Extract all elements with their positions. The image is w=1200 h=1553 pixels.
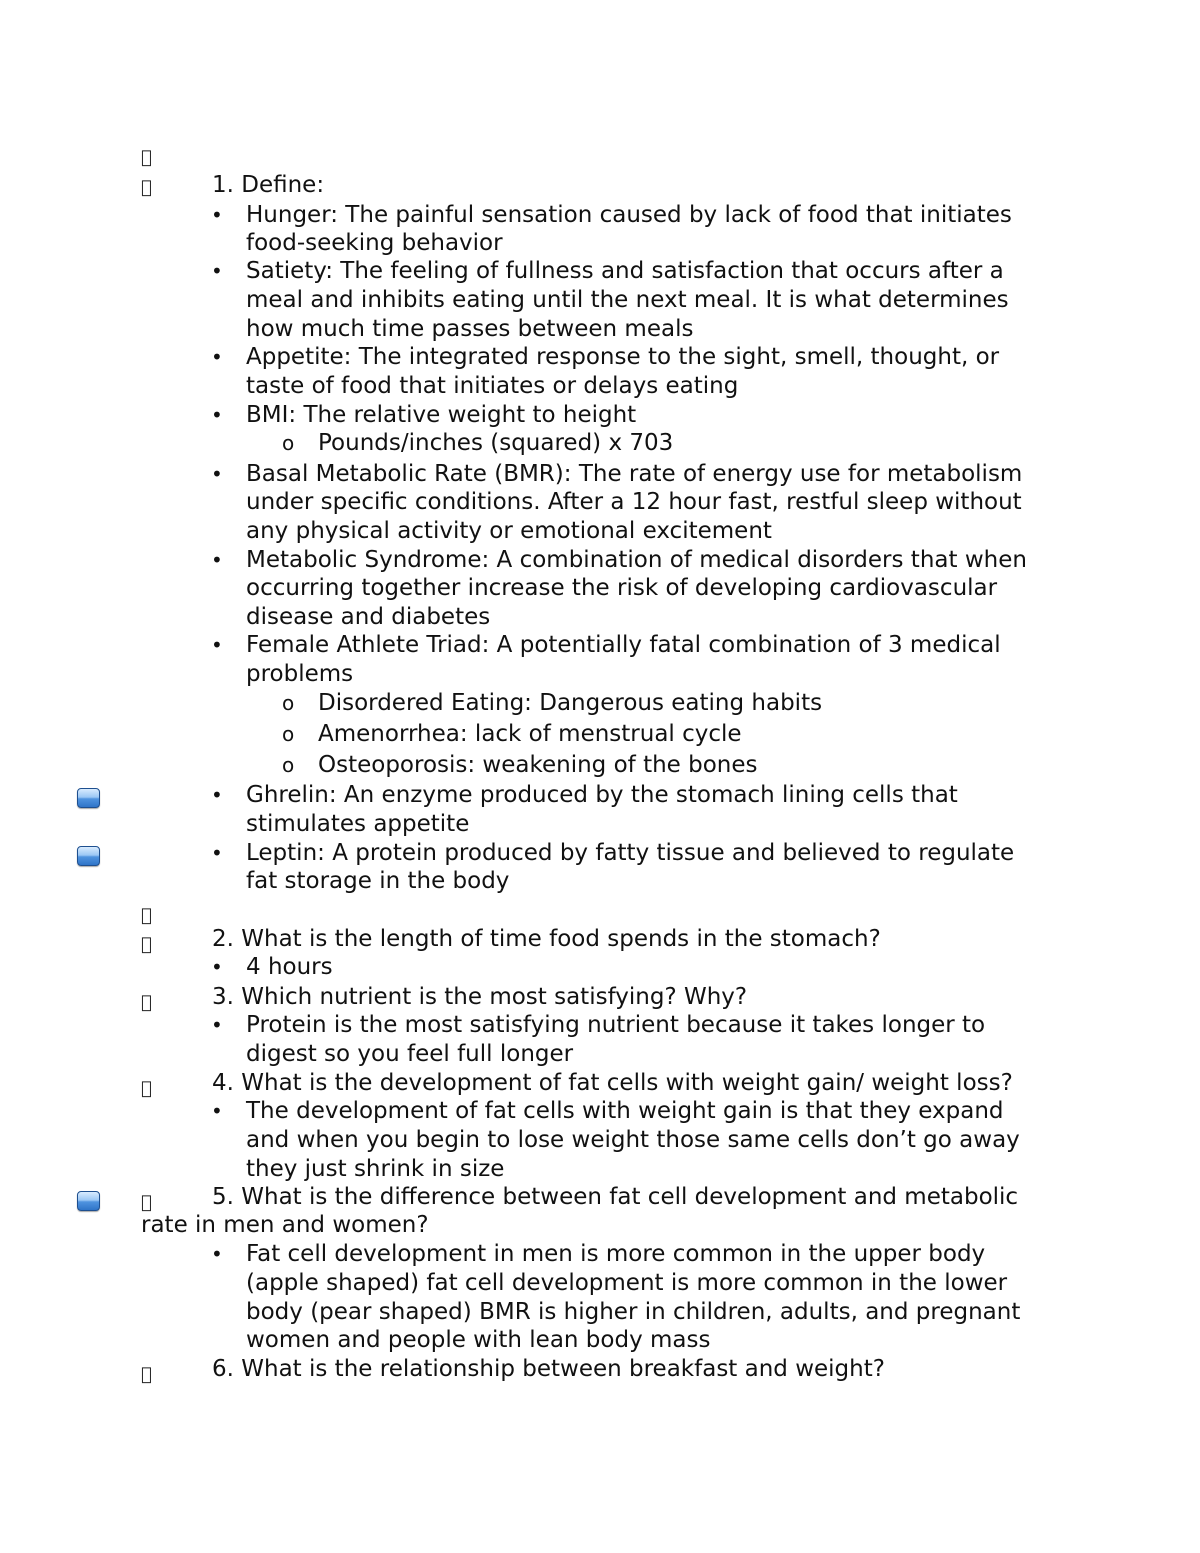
bullet-icon: •	[211, 403, 223, 427]
answer-4-cont: they just shrink in size	[246, 1156, 505, 1182]
definition-appetite: Appetite: The integrated response to the sight, smell, thought, or	[246, 344, 1000, 370]
bullet-icon: •	[211, 1242, 223, 1266]
question-6: 6. What is the relationship between breakfast and weight?	[212, 1356, 885, 1382]
answer-3-cont: digest so you feel full longer	[246, 1041, 574, 1067]
symbol-glyph	[141, 988, 153, 1017]
symbol-glyph	[141, 1074, 153, 1103]
symbol-glyph	[141, 901, 153, 930]
bullet-icon: •	[211, 1013, 223, 1037]
answer-2: 4 hours	[246, 954, 333, 980]
bullet-icon: •	[211, 345, 223, 369]
question-4: 4. What is the development of fat cells with weight gain/ weight loss?	[212, 1070, 1013, 1096]
symbol-glyph	[141, 1360, 153, 1389]
comment-marker-icon[interactable]	[77, 846, 100, 866]
definition-bmr-cont: under specific conditions. After a 12 hour fast, restful sleep without	[246, 489, 1022, 515]
comment-marker-icon[interactable]	[77, 788, 100, 808]
triad-disordered-eating: Disordered Eating: Dangerous eating habits	[318, 690, 823, 716]
answer-4-cont: and when you begin to lose weight those same cells don’t go away	[246, 1127, 1020, 1153]
definition-satiety: Satiety: The feeling of fullness and satisfaction that occurs after a	[246, 258, 1004, 284]
sub-bullet-icon: o	[282, 722, 295, 746]
definition-leptin: Leptin: A protein produced by fatty tissue and believed to regulate	[246, 840, 1015, 866]
definition-metabolic-syndrome: Metabolic Syndrome: A combination of medical disorders that when	[246, 547, 1027, 573]
answer-5: Fat cell development in men is more common in the upper body	[246, 1241, 986, 1267]
triad-osteoporosis: Osteoporosis: weakening of the bones	[318, 752, 758, 778]
question-5-cont: rate in men and women?	[141, 1212, 429, 1238]
question-2: 2. What is the length of time food spends in the stomach?	[212, 926, 881, 952]
definition-hunger-cont: food-seeking behavior	[246, 230, 503, 256]
triad-amenorrhea: Amenorrhea: lack of menstrual cycle	[318, 721, 742, 747]
answer-5-cont: (apple shaped) fat cell development is more common in the lower	[246, 1270, 1008, 1296]
definition-metabolic-syndrome-cont: occurring together increase the risk of developing cardiovascular	[246, 575, 998, 601]
answer-4: The development of fat cells with weight gain is that they expand	[246, 1098, 1004, 1124]
definition-hunger: Hunger: The painful sensation caused by lack of food that initiates	[246, 202, 1012, 228]
definition-bmr-cont: any physical activity or emotional excitement	[246, 518, 772, 544]
sub-bullet-icon: o	[282, 691, 295, 715]
bullet-icon: •	[211, 841, 223, 865]
definition-ghrelin-cont: stimulates appetite	[246, 811, 470, 837]
definition-leptin-cont: fat storage in the body	[246, 868, 510, 894]
answer-5-cont: women and people with lean body mass	[246, 1327, 711, 1353]
sub-bullet-icon: o	[282, 431, 295, 455]
definition-bmr: Basal Metabolic Rate (BMR): The rate of energy use for metabolism	[246, 461, 1023, 487]
symbol-glyph	[141, 143, 153, 172]
bullet-icon: •	[211, 783, 223, 807]
answer-5-cont: body (pear shaped) BMR is higher in children, adults, and pregnant	[246, 1299, 1021, 1325]
definition-appetite-cont: taste of food that initiates or delays eating	[246, 373, 739, 399]
symbol-glyph	[141, 930, 153, 959]
definition-female-athlete-triad: Female Athlete Triad: A potentially fatal combination of 3 medical	[246, 632, 1001, 658]
bmi-formula: Pounds/inches (squared) x 703	[318, 430, 674, 456]
definition-metabolic-syndrome-cont: disease and diabetes	[246, 604, 491, 630]
question-5: 5. What is the difference between fat cell development and metabolic	[212, 1184, 1019, 1210]
bullet-icon: •	[211, 548, 223, 572]
question-3: 3. Which nutrient is the most satisfying? Why?	[212, 984, 748, 1010]
question-1: 1. Define:	[212, 172, 325, 198]
bullet-icon: •	[211, 1099, 223, 1123]
sub-bullet-icon: o	[282, 753, 295, 777]
bullet-icon: •	[211, 203, 223, 227]
bullet-icon: •	[211, 259, 223, 283]
definition-bmi: BMI: The relative weight to height	[246, 402, 637, 428]
answer-3: Protein is the most satisfying nutrient because it takes longer to	[246, 1012, 986, 1038]
definition-satiety-cont: how much time passes between meals	[246, 316, 694, 342]
definition-female-athlete-triad-cont: problems	[246, 661, 354, 687]
bullet-icon: •	[211, 633, 223, 657]
definition-satiety-cont: meal and inhibits eating until the next meal. It is what determines	[246, 287, 1009, 313]
bullet-icon: •	[211, 955, 223, 979]
symbol-glyph	[141, 173, 153, 202]
bullet-icon: •	[211, 462, 223, 486]
definition-ghrelin: Ghrelin: An enzyme produced by the stomach lining cells that	[246, 782, 958, 808]
comment-marker-icon[interactable]	[77, 1191, 100, 1211]
